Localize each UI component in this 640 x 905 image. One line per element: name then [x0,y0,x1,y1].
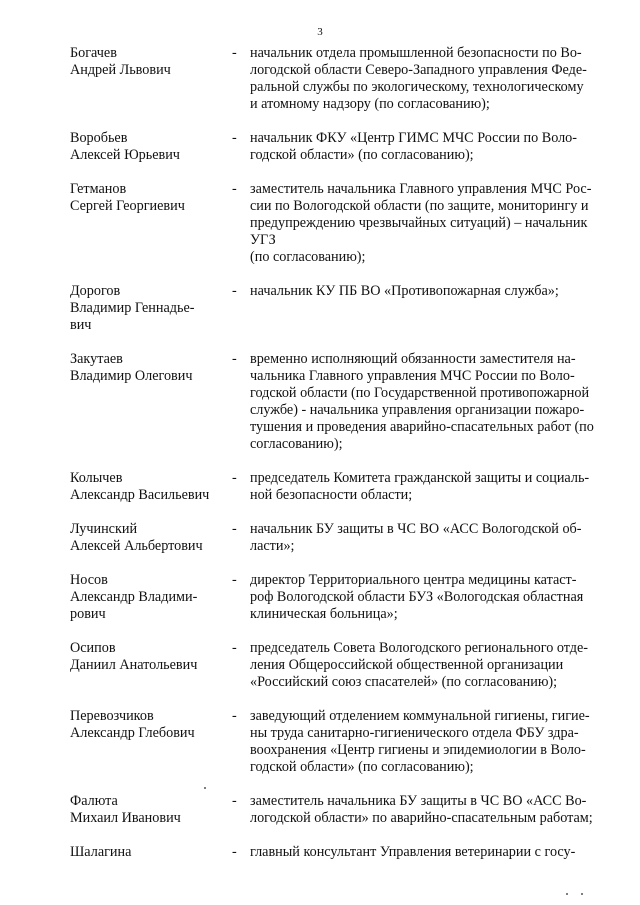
member-position-line: ральной службы по экологическому, технологическому [250,79,584,95]
member-position-line: воохранения «Центр гигиены и эпидемиологии в Воло- [250,742,586,758]
member-name-line: Гетманов [70,181,127,197]
separator-dash: - [232,572,237,588]
separator-dash: - [232,708,237,724]
separator-dash: - [232,844,237,860]
member-name [70,793,225,827]
member-name-line: Осипов [70,640,116,656]
member-name [70,351,225,385]
member-position-line: (по согласованию); [250,249,366,265]
member-position [250,283,620,300]
member-position-line: согласованию); [250,436,343,452]
member-position [250,521,620,555]
separator-dash: - [232,470,237,486]
member-name-line: Владимир Геннадье- [70,300,195,316]
member-name-line: Носов [70,572,108,588]
member-name-line: Александр Васильевич [70,487,210,503]
member-name-line: Александр Владими- [70,589,198,605]
member-position-line: тушения и проведения аварийно-спасательных работ (по [250,419,594,435]
member-name-line: Даниил Анатольевич [70,657,198,673]
member-name-line: Фалюта [70,793,118,809]
member-position-line: начальник БУ защиты в ЧС ВО «АСС Вологодской об- [250,521,582,537]
separator-dash: - [232,640,237,656]
member-name [70,640,225,674]
member-name-line: вич [70,317,92,333]
separator-dash: - [232,130,237,146]
member-position [250,844,620,861]
member-position-line: председатель Комитета гражданской защиты и социаль- [250,470,590,486]
member-name-line: Алексей Альбертович [70,538,203,554]
member-name-line: Сергей Георгиевич [70,198,185,214]
member-position-line: начальник ФКУ «Центр ГИМС МЧС России по Воло- [250,130,578,146]
separator-dash: - [232,793,237,809]
member-position-line: «Российский союз спасателей» (по согласованию); [250,674,558,690]
separator-dash: - [232,283,237,299]
member-name-line: Дорогов [70,283,121,299]
member-name [70,283,225,334]
member-name-line: Владимир Олегович [70,368,193,384]
member-position [250,708,620,776]
scan-speck [566,893,568,895]
member-position-line: чальника Главного управления МЧС России по Воло- [250,368,575,384]
member-position-line: клиническая больница»; [250,606,398,622]
member-position-line: сии по Вологодской области (по защите, мониторингу и [250,198,589,214]
member-position-line: временно исполняющий обязанности заместителя на- [250,351,576,367]
member-name-line: Перевозчиков [70,708,154,724]
member-name [70,181,225,215]
member-position-line: председатель Совета Вологодского регионального отде- [250,640,589,656]
member-position-line: ной безопасности области; [250,487,413,503]
member-position-line: логодской области Северо-Западного управления Феде- [250,62,587,78]
member-name [70,45,225,79]
member-name-line: Шалагина [70,844,132,860]
page-number: 3 [317,26,323,38]
member-position [250,470,620,504]
member-name [70,708,225,742]
member-position [250,572,620,623]
member-position [250,181,620,266]
member-position-line: заместитель начальника БУ защиты в ЧС ВО «АСС Во- [250,793,587,809]
member-name-line: Богачев [70,45,117,61]
member-name-line: Колычев [70,470,123,486]
member-position-line: ны труда санитарно-гигиенического отдела ФБУ здра- [250,725,579,741]
member-position-line: годской области» (по согласованию); [250,759,474,775]
member-position-line: роф Вологодской области БУЗ «Вологодская областная [250,589,584,605]
separator-dash: - [232,45,237,61]
member-position-line: главный консультант Управления ветеринарии с госу- [250,844,576,860]
member-name-line: Михаил Иванович [70,810,181,826]
member-position [250,793,620,827]
member-position [250,45,620,113]
member-position-line: и атомному надзору (по согласованию); [250,96,490,112]
member-position [250,351,620,453]
member-name-line: Александр Глебович [70,725,195,741]
member-position-line: ления Общероссийской общественной организации [250,657,564,673]
member-position-line: годской области (по Государственной противопожарной [250,385,590,401]
member-position-line: начальник КУ ПБ ВО «Противопожарная служба»; [250,283,559,299]
member-name [70,844,225,861]
separator-dash: - [232,521,237,537]
member-name [70,521,225,555]
member-position-line: заведующий отделением коммунальной гигиены, гигие- [250,708,590,724]
member-name [70,130,225,164]
separator-dash: - [232,351,237,367]
scan-speck [204,787,206,789]
member-position [250,130,620,164]
member-name-line: рович [70,606,106,622]
member-name [70,572,225,623]
member-name [70,470,225,504]
member-name-line: Воробьев [70,130,128,146]
member-name-line: Андрей Львович [70,62,171,78]
member-position-line: годской области» (по согласованию); [250,147,474,163]
member-position-line: заместитель начальника Главного управления МЧС Рос- [250,181,592,197]
scan-speck [581,893,583,895]
member-position-line: ласти»; [250,538,295,554]
member-name-line: Закутаев [70,351,123,367]
member-position [250,640,620,691]
separator-dash: - [232,181,237,197]
member-position-line: предупреждению чрезвычайных ситуаций) – начальник [250,215,588,231]
member-position-line: службе) - начальника управления организации пожаро- [250,402,585,418]
member-position-line: начальник отдела промышленной безопасности по Во- [250,45,582,61]
member-position-line: УГЗ [250,232,276,248]
member-position-line: логодской области» по аварийно-спасательным работам; [250,810,593,826]
member-position-line: директор Территориального центра медицины катаст- [250,572,577,588]
member-name-line: Лучинский [70,521,138,537]
member-name-line: Алексей Юрьевич [70,147,180,163]
